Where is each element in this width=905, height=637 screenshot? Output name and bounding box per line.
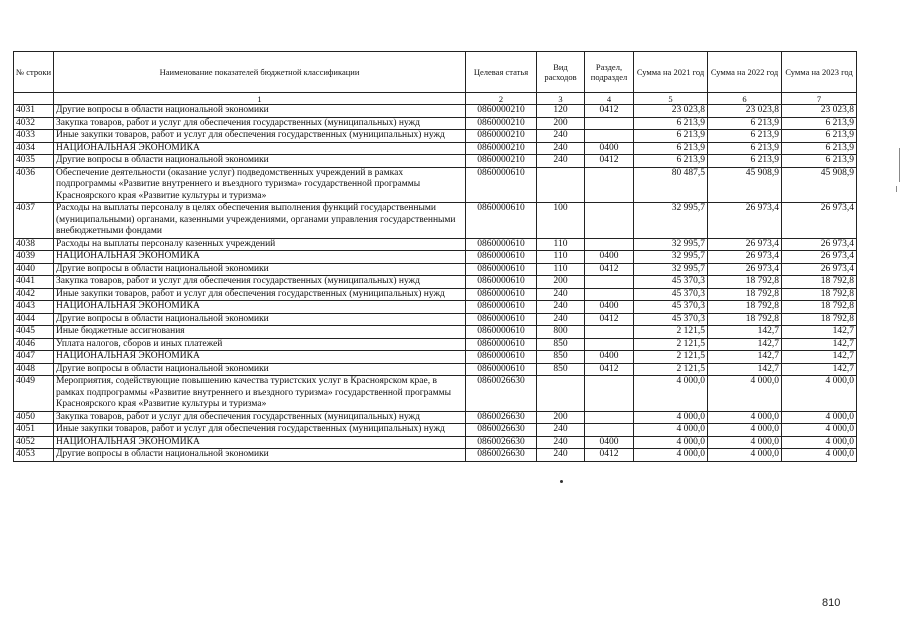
row-vid: 110 xyxy=(537,238,585,251)
row-sum-2021: 45 370,3 xyxy=(634,288,708,301)
row-number: 4047 xyxy=(14,351,54,364)
table-row xyxy=(14,411,857,424)
row-name: Расходы на выплаты персоналу в целях обеспечения выполнения функций государственными (муниципальными) органами, казенными учреждениями, органами управления государственными внебюджетными фондами xyxy=(54,203,466,239)
row-number: 4034 xyxy=(14,142,54,155)
row-vid xyxy=(537,376,585,412)
column-number: 7 xyxy=(782,93,857,105)
table-row xyxy=(14,301,857,314)
row-vid: 240 xyxy=(537,449,585,462)
row-razdel: 0412 xyxy=(585,363,634,376)
row-target-code: 0860026630 xyxy=(466,436,537,449)
row-vid: 110 xyxy=(537,263,585,276)
row-sum-2021: 2 121,5 xyxy=(634,326,708,339)
row-sum-2022: 18 792,8 xyxy=(708,288,782,301)
row-sum-2023: 6 213,9 xyxy=(782,142,857,155)
row-number: 4045 xyxy=(14,326,54,339)
row-number: 4048 xyxy=(14,363,54,376)
row-sum-2023: 6 213,9 xyxy=(782,130,857,143)
header-vid: Вид расходов xyxy=(537,52,585,93)
row-sum-2022: 45 908,9 xyxy=(708,167,782,203)
header-razdel: Раздел, подраздел xyxy=(585,52,634,93)
row-target-code: 0860000610 xyxy=(466,276,537,289)
row-sum-2022: 4 000,0 xyxy=(708,436,782,449)
row-sum-2021: 4 000,0 xyxy=(634,436,708,449)
row-razdel xyxy=(585,326,634,339)
row-sum-2022: 6 213,9 xyxy=(708,130,782,143)
row-vid xyxy=(537,167,585,203)
row-sum-2022: 4 000,0 xyxy=(708,376,782,412)
row-target-code: 0860000610 xyxy=(466,363,537,376)
row-name: Другие вопросы в области национальной экономики xyxy=(54,363,466,376)
table-row xyxy=(14,276,857,289)
row-target-code: 0860000210 xyxy=(466,105,537,118)
row-sum-2023: 142,7 xyxy=(782,351,857,364)
row-vid: 850 xyxy=(537,338,585,351)
row-sum-2023: 142,7 xyxy=(782,338,857,351)
row-name: Иные закупки товаров, работ и услуг для обеспечения государственных (муниципальных) нужд xyxy=(54,130,466,143)
row-sum-2021: 6 213,9 xyxy=(634,117,708,130)
row-sum-2022: 26 973,4 xyxy=(708,251,782,264)
row-target-code: 0860026630 xyxy=(466,411,537,424)
row-name: Иные закупки товаров, работ и услуг для обеспечения государственных (муниципальных) нужд xyxy=(54,288,466,301)
row-sum-2023: 6 213,9 xyxy=(782,155,857,168)
row-sum-2021: 6 213,9 xyxy=(634,130,708,143)
row-vid: 120 xyxy=(537,105,585,118)
row-target-code: 0860000210 xyxy=(466,155,537,168)
row-sum-2021: 2 121,5 xyxy=(634,363,708,376)
row-sum-2021: 6 213,9 xyxy=(634,155,708,168)
row-name: Уплата налогов, сборов и иных платежей xyxy=(54,338,466,351)
row-sum-2023: 26 973,4 xyxy=(782,238,857,251)
table-row xyxy=(14,105,857,118)
row-sum-2022: 142,7 xyxy=(708,363,782,376)
row-razdel: 0412 xyxy=(585,155,634,168)
row-number: 4052 xyxy=(14,436,54,449)
row-razdel xyxy=(585,376,634,412)
row-sum-2022: 23 023,8 xyxy=(708,105,782,118)
row-vid: 240 xyxy=(537,313,585,326)
row-razdel xyxy=(585,288,634,301)
row-sum-2022: 18 792,8 xyxy=(708,276,782,289)
row-name: Обеспечение деятельности (оказание услуг) подведомственных учреждений в рамках подпрограммы «Развитие внутреннего и въездного туризма» государственной программы Красноярского края «Развитие культуры и туризма» xyxy=(54,167,466,203)
header-sum-2022: Сумма на 2022 год xyxy=(708,52,782,93)
row-sum-2021: 23 023,8 xyxy=(634,105,708,118)
row-sum-2023: 18 792,8 xyxy=(782,276,857,289)
row-target-code: 0860000610 xyxy=(466,167,537,203)
row-razdel: 0400 xyxy=(585,301,634,314)
row-vid: 850 xyxy=(537,351,585,364)
row-vid: 200 xyxy=(537,411,585,424)
column-number-row xyxy=(14,93,857,105)
header-name: Наименование показателей бюджетной классификации xyxy=(54,52,466,93)
row-target-code: 0860000610 xyxy=(466,326,537,339)
row-sum-2022: 18 792,8 xyxy=(708,313,782,326)
row-target-code: 0860000210 xyxy=(466,130,537,143)
row-number: 4042 xyxy=(14,288,54,301)
row-name: Иные закупки товаров, работ и услуг для обеспечения государственных (муниципальных) нужд xyxy=(54,424,466,437)
row-vid: 200 xyxy=(537,276,585,289)
row-vid: 240 xyxy=(537,155,585,168)
row-razdel: 0400 xyxy=(585,351,634,364)
row-sum-2021: 4 000,0 xyxy=(634,449,708,462)
row-sum-2021: 4 000,0 xyxy=(634,376,708,412)
table-row xyxy=(14,313,857,326)
row-target-code: 0860000610 xyxy=(466,301,537,314)
table-row xyxy=(14,117,857,130)
column-number: 3 xyxy=(537,93,585,105)
row-name: Другие вопросы в области национальной экономики xyxy=(54,105,466,118)
row-name: Мероприятия, содействующие повышению качества туристских услуг в Красноярском крае, в рамках подпрограммы «Развитие внутреннего и въездного туризма» государственной программы Красноярского края «Развитие культуры и туризма» xyxy=(54,376,466,412)
row-target-code: 0860000610 xyxy=(466,203,537,239)
row-target-code: 0860000610 xyxy=(466,338,537,351)
row-razdel xyxy=(585,117,634,130)
row-sum-2022: 4 000,0 xyxy=(708,424,782,437)
row-sum-2023: 4 000,0 xyxy=(782,411,857,424)
row-sum-2022: 142,7 xyxy=(708,338,782,351)
row-razdel xyxy=(585,424,634,437)
row-name: НАЦИОНАЛЬНАЯ ЭКОНОМИКА xyxy=(54,142,466,155)
row-sum-2023: 6 213,9 xyxy=(782,117,857,130)
row-sum-2023: 26 973,4 xyxy=(782,251,857,264)
row-target-code: 0860000610 xyxy=(466,263,537,276)
row-name: Закупка товаров, работ и услуг для обеспечения государственных (муниципальных) нужд xyxy=(54,276,466,289)
row-number: 4032 xyxy=(14,117,54,130)
page-number: 810 xyxy=(822,597,841,609)
row-sum-2023: 26 973,4 xyxy=(782,263,857,276)
row-name: Другие вопросы в области национальной экономики xyxy=(54,313,466,326)
row-sum-2022: 26 973,4 xyxy=(708,238,782,251)
row-sum-2021: 32 995,7 xyxy=(634,203,708,239)
row-vid: 240 xyxy=(537,301,585,314)
column-number: 1 xyxy=(54,93,466,105)
row-sum-2021: 32 995,7 xyxy=(634,263,708,276)
row-sum-2023: 18 792,8 xyxy=(782,288,857,301)
row-name: Другие вопросы в области национальной экономики xyxy=(54,263,466,276)
row-razdel xyxy=(585,238,634,251)
row-razdel xyxy=(585,338,634,351)
row-razdel: 0412 xyxy=(585,449,634,462)
row-sum-2021: 45 370,3 xyxy=(634,313,708,326)
row-target-code: 0860000610 xyxy=(466,238,537,251)
margin-mark xyxy=(896,186,897,192)
table-row xyxy=(14,288,857,301)
row-sum-2022: 142,7 xyxy=(708,351,782,364)
row-vid: 800 xyxy=(537,326,585,339)
row-sum-2021: 4 000,0 xyxy=(634,411,708,424)
row-razdel: 0400 xyxy=(585,436,634,449)
table-row xyxy=(14,130,857,143)
row-vid: 240 xyxy=(537,130,585,143)
row-number: 4035 xyxy=(14,155,54,168)
row-name: Иные бюджетные ассигнования xyxy=(54,326,466,339)
row-vid: 100 xyxy=(537,203,585,239)
row-number: 4039 xyxy=(14,251,54,264)
column-number: 2 xyxy=(466,93,537,105)
row-target-code: 0860000610 xyxy=(466,288,537,301)
row-sum-2023: 142,7 xyxy=(782,326,857,339)
row-sum-2021: 45 370,3 xyxy=(634,276,708,289)
budget-table xyxy=(13,51,857,462)
row-target-code: 0860026630 xyxy=(466,424,537,437)
row-vid: 850 xyxy=(537,363,585,376)
row-target-code: 0860000610 xyxy=(466,351,537,364)
table-row xyxy=(14,376,857,412)
table-row xyxy=(14,363,857,376)
row-number: 4031 xyxy=(14,105,54,118)
row-razdel: 0412 xyxy=(585,105,634,118)
row-number: 4033 xyxy=(14,130,54,143)
row-sum-2023: 23 023,8 xyxy=(782,105,857,118)
table-row xyxy=(14,167,857,203)
table-row xyxy=(14,436,857,449)
row-name: НАЦИОНАЛЬНАЯ ЭКОНОМИКА xyxy=(54,351,466,364)
row-sum-2023: 4 000,0 xyxy=(782,449,857,462)
row-razdel: 0400 xyxy=(585,251,634,264)
row-sum-2022: 4 000,0 xyxy=(708,411,782,424)
row-vid: 110 xyxy=(537,251,585,264)
row-sum-2022: 6 213,9 xyxy=(708,117,782,130)
row-number: 4050 xyxy=(14,411,54,424)
row-number: 4046 xyxy=(14,338,54,351)
row-target-code: 0860026630 xyxy=(466,449,537,462)
table-row xyxy=(14,351,857,364)
row-vid: 200 xyxy=(537,117,585,130)
row-number: 4041 xyxy=(14,276,54,289)
row-razdel: 0400 xyxy=(585,142,634,155)
row-razdel xyxy=(585,276,634,289)
row-sum-2023: 4 000,0 xyxy=(782,424,857,437)
row-target-code: 0860026630 xyxy=(466,376,537,412)
table-row xyxy=(14,238,857,251)
row-sum-2021: 45 370,3 xyxy=(634,301,708,314)
row-number: 4049 xyxy=(14,376,54,412)
row-vid: 240 xyxy=(537,424,585,437)
row-name: Закупка товаров, работ и услуг для обеспечения государственных (муниципальных) нужд xyxy=(54,411,466,424)
row-name: Расходы на выплаты персоналу казенных учреждений xyxy=(54,238,466,251)
header-sum-2023: Сумма на 2023 год xyxy=(782,52,857,93)
column-number xyxy=(14,93,54,105)
row-target-code: 0860000210 xyxy=(466,117,537,130)
row-sum-2021: 4 000,0 xyxy=(634,424,708,437)
row-sum-2021: 32 995,7 xyxy=(634,251,708,264)
row-sum-2023: 4 000,0 xyxy=(782,376,857,412)
row-target-code: 0860000610 xyxy=(466,313,537,326)
row-sum-2023: 18 792,8 xyxy=(782,313,857,326)
row-sum-2021: 80 487,5 xyxy=(634,167,708,203)
row-vid: 240 xyxy=(537,288,585,301)
row-name: НАЦИОНАЛЬНАЯ ЭКОНОМИКА xyxy=(54,251,466,264)
row-number: 4040 xyxy=(14,263,54,276)
row-vid: 240 xyxy=(537,436,585,449)
row-sum-2022: 18 792,8 xyxy=(708,301,782,314)
column-number: 4 xyxy=(585,93,634,105)
table-row xyxy=(14,338,857,351)
table-row xyxy=(14,449,857,462)
row-sum-2022: 142,7 xyxy=(708,326,782,339)
table-body xyxy=(14,105,857,462)
row-name: НАЦИОНАЛЬНАЯ ЭКОНОМИКА xyxy=(54,436,466,449)
row-number: 4038 xyxy=(14,238,54,251)
row-target-code: 0860000210 xyxy=(466,142,537,155)
table-row xyxy=(14,424,857,437)
row-name: Закупка товаров, работ и услуг для обеспечения государственных (муниципальных) нужд xyxy=(54,117,466,130)
row-sum-2022: 26 973,4 xyxy=(708,263,782,276)
row-sum-2023: 45 908,9 xyxy=(782,167,857,203)
row-number: 4037 xyxy=(14,203,54,239)
row-vid: 240 xyxy=(537,142,585,155)
row-razdel xyxy=(585,411,634,424)
row-razdel xyxy=(585,130,634,143)
table-row xyxy=(14,251,857,264)
table-row xyxy=(14,142,857,155)
table-row xyxy=(14,155,857,168)
row-sum-2021: 32 995,7 xyxy=(634,238,708,251)
row-number: 4053 xyxy=(14,449,54,462)
header-row-no: № строки xyxy=(14,52,54,93)
row-number: 4043 xyxy=(14,301,54,314)
row-name: Другие вопросы в области национальной экономики xyxy=(54,449,466,462)
table-row xyxy=(14,263,857,276)
row-target-code: 0860000610 xyxy=(466,251,537,264)
row-number: 4036 xyxy=(14,167,54,203)
row-sum-2022: 4 000,0 xyxy=(708,449,782,462)
row-sum-2022: 26 973,4 xyxy=(708,203,782,239)
row-sum-2022: 6 213,9 xyxy=(708,142,782,155)
column-number: 5 xyxy=(634,93,708,105)
header-sum-2021: Сумма на 2021 год xyxy=(634,52,708,93)
row-sum-2021: 6 213,9 xyxy=(634,142,708,155)
row-name: Другие вопросы в области национальной экономики xyxy=(54,155,466,168)
table-row xyxy=(14,326,857,339)
row-sum-2023: 142,7 xyxy=(782,363,857,376)
row-number: 4044 xyxy=(14,313,54,326)
header-row xyxy=(14,52,857,93)
scan-dot xyxy=(560,480,563,483)
row-sum-2022: 6 213,9 xyxy=(708,155,782,168)
row-number: 4051 xyxy=(14,424,54,437)
column-number: 6 xyxy=(708,93,782,105)
row-razdel: 0412 xyxy=(585,313,634,326)
row-sum-2023: 18 792,8 xyxy=(782,301,857,314)
header-target: Целевая статья xyxy=(466,52,537,93)
row-razdel: 0412 xyxy=(585,263,634,276)
row-sum-2021: 2 121,5 xyxy=(634,338,708,351)
row-razdel xyxy=(585,167,634,203)
row-sum-2023: 4 000,0 xyxy=(782,436,857,449)
margin-mark xyxy=(899,148,900,182)
row-sum-2021: 2 121,5 xyxy=(634,351,708,364)
row-sum-2023: 26 973,4 xyxy=(782,203,857,239)
row-razdel xyxy=(585,203,634,239)
row-name: НАЦИОНАЛЬНАЯ ЭКОНОМИКА xyxy=(54,301,466,314)
table-row xyxy=(14,203,857,239)
